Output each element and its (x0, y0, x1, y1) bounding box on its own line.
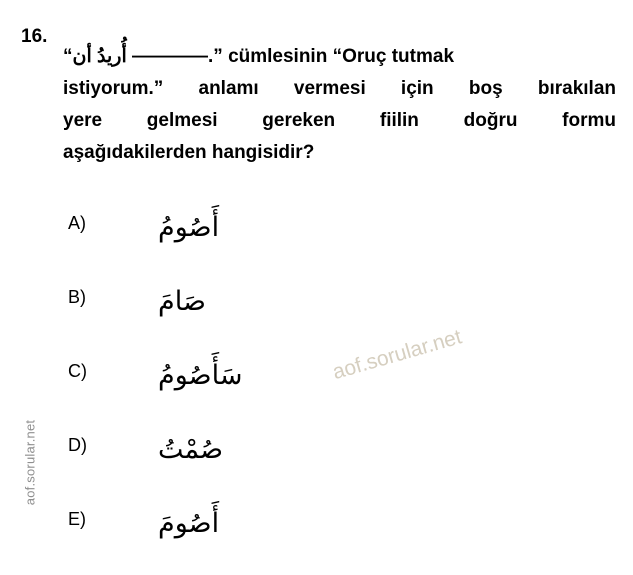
option-a[interactable] (63, 200, 463, 274)
option-e[interactable] (63, 496, 463, 570)
stem-line-1 (63, 41, 616, 73)
option-b-label: B) (68, 287, 86, 307)
option-a-label: A) (68, 213, 86, 233)
option-b-text: صَامَ (158, 286, 206, 317)
question-number: 16. (21, 26, 48, 47)
option-d-text: صُمْتُ (158, 434, 224, 465)
option-a-text: أَصُومُ (158, 212, 220, 243)
option-e-text: أَصُومَ (158, 508, 220, 539)
option-d-label: D) (68, 435, 87, 455)
option-d[interactable] (63, 422, 463, 496)
question-stem (63, 41, 616, 169)
stem-line-1-text: “أُريدُ أن ————.” cümlesinin “Oruç tutmak (63, 46, 455, 67)
option-e-label: E) (68, 509, 86, 529)
stem-line-3: yere gelmesi gereken fiilin doğru formu (63, 110, 616, 131)
option-c-text: سَأَصُومُ (158, 360, 243, 391)
option-b[interactable] (63, 274, 463, 348)
options-list (63, 200, 463, 570)
option-c-label: C) (68, 361, 87, 381)
stem-line-4: aşağıdakilerden hangisidir? (63, 142, 315, 163)
side-watermark: aof.sorular.net (22, 419, 38, 506)
stem-line-2: istiyorum.” anlamı vermesi için boş bırakılan (63, 78, 616, 99)
center-watermark: aof.sorular.net (330, 325, 465, 385)
